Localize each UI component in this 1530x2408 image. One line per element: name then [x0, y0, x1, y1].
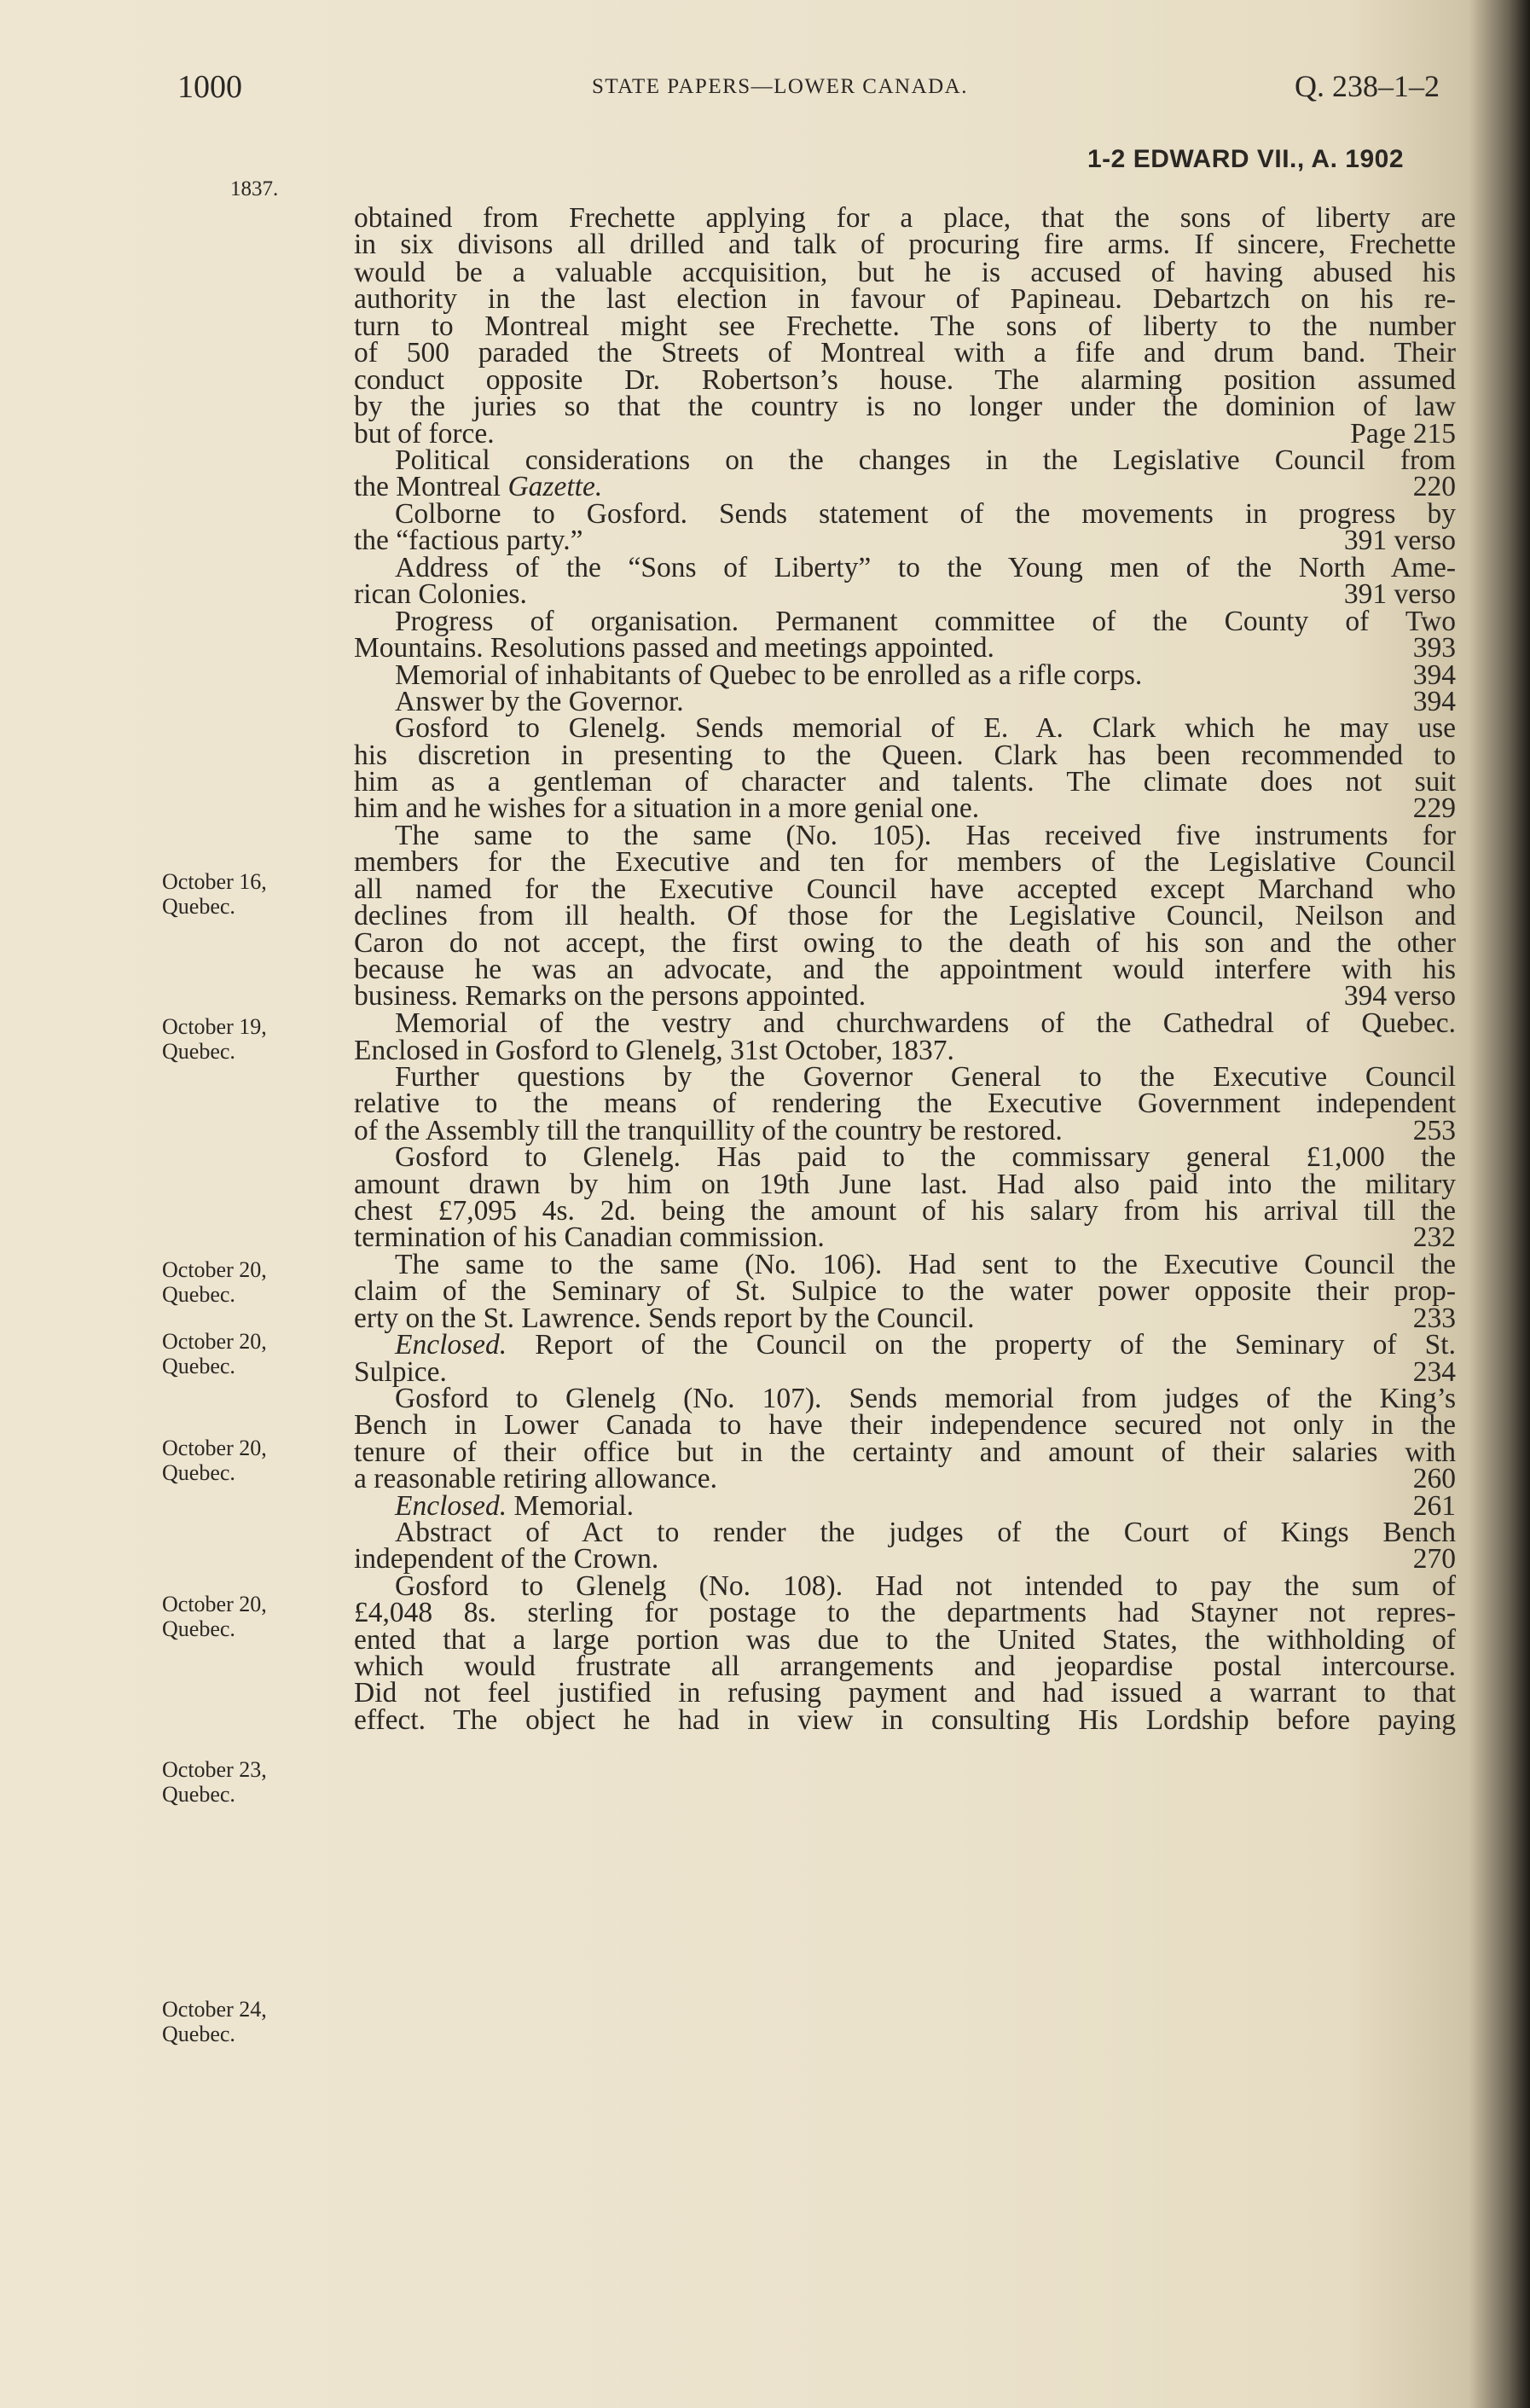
line-text: the Montreal: [354, 471, 508, 502]
dateline-place: Quebec.: [162, 1782, 235, 1807]
line-text: his discretion in presenting to the Queen. Clark has been recommended to: [354, 740, 1456, 771]
dateline-oct-16: [162, 869, 267, 919]
line-text: Address of the “Sons of Liberty” to the Young men of the North Ame-: [395, 552, 1456, 583]
line-text: the “factious party.”: [354, 525, 583, 556]
page-number: 1000: [177, 69, 242, 105]
line-text: independent of the Crown.: [354, 1543, 659, 1575]
dateline-date: October 20,: [162, 1436, 267, 1460]
line-text: relative to the means of rendering the Executive Government independent: [354, 1088, 1456, 1119]
dateline-oct-20-questions: [162, 1329, 267, 1378]
dateline-date: October 20,: [162, 1329, 267, 1354]
dateline-date: October 16,: [162, 869, 267, 894]
edition-line: 1-2 EDWARD VII., A. 1902: [1087, 145, 1405, 173]
page-reference: 394 verso: [1343, 980, 1456, 1012]
dateline-oct-19: [162, 1014, 267, 1064]
line-text: but of force.: [354, 418, 495, 450]
italic-text: Enclosed.: [395, 1490, 507, 1522]
line-text: Progress of organisation. Permanent committee of the County of Two: [395, 606, 1456, 637]
line-text: by the juries so that the country is no longer under the dominion of law: [354, 391, 1456, 422]
line-text: Gosford to Glenelg. Has paid to the commissary general £1,000 the: [395, 1141, 1456, 1173]
line-text: ented that a large portion was due to the United States, the withholding of: [354, 1624, 1456, 1656]
dateline-place: Quebec.: [162, 1282, 235, 1307]
running-title: STATE PAPERS—LOWER CANADA.: [592, 75, 968, 98]
dateline-place: Quebec.: [162, 894, 235, 919]
italic-text: Gazette.: [507, 471, 603, 502]
line-text: Abstract of Act to render the judges of the Court of Kings Bench: [395, 1517, 1456, 1548]
line-text: conduct opposite Dr. Robertson’s house. The alarming position assumed: [354, 364, 1456, 396]
page-reference: 394: [1412, 686, 1456, 717]
line-text: because he was an advocate, and the appointment would interfere with his: [354, 954, 1456, 985]
dateline-place: Quebec.: [162, 1616, 235, 1641]
year-marginal: 1837.: [230, 177, 279, 200]
dateline-oct-20-vestry: [162, 1257, 267, 1307]
dateline-oct-20-seminary: [162, 1592, 267, 1641]
dateline-date: October 20,: [162, 1592, 267, 1616]
dateline-date: October 23,: [162, 1757, 267, 1782]
line-text: Gosford to Glenelg (No. 108). Had not intended to pay the sum of: [395, 1570, 1456, 1602]
line-text: rican Colonies.: [354, 578, 527, 610]
line-text: Did not feel justified in refusing payment and had issued a warrant to that: [354, 1677, 1456, 1709]
line-text: obtained from Frechette applying for a place, that the sons of liberty are: [354, 202, 1456, 234]
line-text: declines from ill health. Of those for the Legislative Council, Neilson and: [354, 900, 1456, 931]
line-text: Mountains. Resolutions passed and meetings appointed.: [354, 632, 994, 664]
dateline-place: Quebec.: [162, 1039, 235, 1064]
page-reference: 393: [1412, 632, 1456, 664]
dateline-place: Quebec.: [162, 1460, 235, 1485]
dateline-oct-20-commissary: [162, 1436, 267, 1485]
line-text: business. Remarks on the persons appointed.: [354, 980, 866, 1012]
line-text: claim of the Seminary of St. Sulpice to the water power opposite their prop-: [354, 1275, 1456, 1307]
dateline-oct-23: [162, 1757, 267, 1807]
line-text: Colborne to Gosford. Sends statement of the movements in progress by: [395, 498, 1456, 530]
line-text: Gosford to Glenelg (No. 107). Sends memorial from judges of the King’s: [395, 1383, 1456, 1414]
line-text: Enclosed in Gosford to Glenelg, 31st October, 1837.: [354, 1035, 954, 1066]
line-text: Caron do not accept, the first owing to the death of his son and the other: [354, 927, 1456, 959]
page-reference: 233: [1412, 1303, 1456, 1334]
page-reference: 232: [1412, 1221, 1456, 1253]
line-text: him as a gentleman of character and talents. The climate does not suit: [354, 766, 1456, 798]
line-text: authority in the last election in favour of Papineau. Debartzch on his re-: [354, 283, 1456, 315]
line-text: The same to the same (No. 105). Has received five instruments for: [395, 820, 1456, 851]
page-reference: 270: [1412, 1543, 1456, 1575]
line-text: turn to Montreal might see Frechette. The sons of liberty to the number: [354, 310, 1456, 342]
line-text: Memorial of inhabitants of Quebec to be enrolled as a rifle corps.: [395, 659, 1143, 691]
line-text: Memorial.: [507, 1490, 635, 1522]
line-text: Sulpice.: [354, 1356, 447, 1388]
line-text: which would frustrate all arrangements and jeopardise postal intercourse.: [354, 1651, 1456, 1682]
line-text: Gosford to Glenelg. Sends memorial of E. A. Clark which he may use: [395, 712, 1456, 744]
page-reference: Page 215: [1350, 418, 1456, 450]
line-text: Bench in Lower Canada to have their independence secured not only in the: [354, 1409, 1456, 1441]
page-reference: 260: [1412, 1463, 1456, 1494]
dateline-oct-24: [162, 1997, 267, 2046]
dateline-date: October 19,: [162, 1014, 267, 1039]
line-text: effect. The object he had in view in consulting His Lordship before paying: [354, 1704, 1456, 1736]
line-text: would be a valuable accquisition, but he is accused of having abused his: [354, 257, 1456, 288]
line-text: The same to the same (No. 106). Had sent to the Executive Council the: [395, 1249, 1456, 1280]
archive-reference: Q. 238–1–2: [1295, 69, 1440, 103]
dateline-place: Quebec.: [162, 2022, 235, 2046]
page-reference: 391 verso: [1343, 525, 1456, 556]
line-text: in six divisons all drilled and talk of procuring fire arms. If sincere, Frechette: [354, 229, 1456, 260]
line-text: Memorial of the vestry and churchwardens of the Cathedral of Quebec.: [395, 1007, 1456, 1039]
line-text: Political considerations on the changes in the Legislative Council from: [395, 444, 1456, 476]
line-text: of the Assembly till the tranquillity of the country be restored.: [354, 1115, 1063, 1146]
line-text: Answer by the Governor.: [395, 686, 684, 717]
page-reference: 229: [1412, 792, 1456, 824]
dateline-place: Quebec.: [162, 1354, 235, 1378]
line-text: erty on the St. Lawrence. Sends report by the Council.: [354, 1303, 975, 1334]
line-text: all named for the Executive Council have accepted except Marchand who: [354, 873, 1456, 905]
page-reference: 234: [1412, 1356, 1456, 1388]
line-text: chest £7,095 4s. 2d. being the amount of his salary from his arrival till the: [354, 1195, 1456, 1227]
line-text: of 500 paraded the Streets of Montreal with a fife and drum band. Their: [354, 337, 1456, 368]
line-text: £4,048 8s. sterling for postage to the departments had Stayner not repres-: [354, 1597, 1456, 1628]
line-text: him and he wishes for a situation in a more genial one.: [354, 792, 980, 824]
dateline-date: October 20,: [162, 1257, 267, 1282]
text-line: [354, 1703, 1456, 1738]
page-reference: 220: [1412, 471, 1456, 502]
italic-text: Enclosed.: [395, 1329, 507, 1361]
line-text: Report of the Council on the property of the Seminary of St.: [507, 1329, 1456, 1361]
line-text: a reasonable retiring allowance.: [354, 1463, 717, 1494]
page-reference: 253: [1412, 1115, 1456, 1146]
line-text: tenure of their office but in the certainty and amount of their salaries with: [354, 1436, 1456, 1468]
dateline-date: October 24,: [162, 1997, 267, 2022]
page-reference: 394: [1412, 659, 1456, 691]
line-text: amount drawn by him on 19th June last. Had also paid into the military: [354, 1169, 1456, 1200]
line-text: members for the Executive and ten for members of the Legislative Council: [354, 846, 1456, 878]
page-reference: 261: [1412, 1490, 1456, 1522]
line-text: Further questions by the Governor General to the Executive Council: [395, 1061, 1456, 1093]
line-text: termination of his Canadian commission.: [354, 1221, 825, 1253]
page-reference: 391 verso: [1343, 578, 1456, 610]
